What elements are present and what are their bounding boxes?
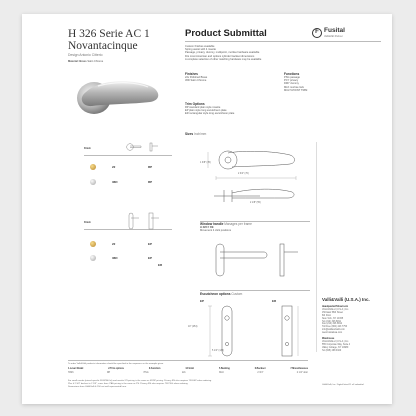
- rosette-side-outline-icon: [146, 142, 160, 152]
- company-name: Valli&Valli (U.S.A.) Inc.: [322, 297, 370, 302]
- dimension-label: 1 3/8" (35): [200, 162, 211, 164]
- finish-swatch-chrome: [90, 255, 96, 261]
- trim-code: RP: [148, 165, 153, 169]
- product-title-line2: Novantacinque: [68, 40, 138, 52]
- ordering-note: To order Valli&Valli products information should be specified in the sequence as the example given.: [68, 363, 164, 365]
- finishes-list: Finishes 22v Polished Brass 36D Satin Chrome: [185, 72, 208, 83]
- lever-handle-photo: [68, 64, 168, 124]
- lever-dimension-drawing: [200, 138, 310, 218]
- functions-list: Functions PSG passage PCY privacy DMY dummy MLK mortise lock MULTI-POINT TRIM: [284, 72, 308, 92]
- trim-options-list: Trim Options RP standard plain style rosette EP plain style long escutcheon plate ER rectangular style long escutcheon plate: [185, 102, 235, 116]
- trim-code: EP: [148, 242, 153, 246]
- brand-name: Fusital: [324, 27, 345, 34]
- fusital-logo-icon: F: [312, 28, 322, 38]
- dimension-label: 2 1/8" (55): [250, 202, 261, 204]
- ordering-fine-print: For small rosette (raised specific FUSITAL kit) and rosette 2/3 pricing is the same as 4P/6P pricing. Privacy RS also requires 7/8 ESP when ordering. Plus if 2 3/4" backset is 2 1/8", cross lines. PAS pricing is the same as PS. Privacy RS also requires 7/8 PSG when ordering. Dimensions from Valli&Valli & 150 not well represented here.: [68, 380, 212, 388]
- finish-code: 36D: [112, 180, 118, 184]
- dimension-label: 2 3/4" (70): [238, 173, 249, 175]
- escutcheon-options-section: Escutcheon options Custom: [200, 292, 243, 296]
- brand-subtitle: Valli&Valli Partner: [324, 35, 343, 38]
- trim-code: RP: [148, 180, 153, 184]
- showroom-address: Headquarter/Showroom VALLI&VALLI (U.S.A.) Inc. 150 East 58th Street 8th Floor New York, NY 10155 Tel (212) 326 8811 Fax (212) 326 8812 Toll Free (800) 423 7753 info@valliandvalli.com www.fusitalusa.com: [322, 306, 349, 335]
- trim-code-extra: ER: [158, 263, 163, 267]
- finish-swatch-brass: [90, 164, 96, 170]
- finish-block-ep: Finish: [84, 222, 91, 224]
- finish-swatch-brass: [90, 241, 96, 247]
- product-submittal-heading: Product Submittal: [185, 28, 267, 39]
- intro-notes: Custom finishes available Spring assist with 4 rosette Passage, privacy, dummy, multipoint, mortise hardware available Fits most American and options cylinder backset dimensions A complete selection of other matching hardware may be available: [185, 45, 262, 61]
- escutcheon-code: EP: [200, 299, 205, 303]
- escutcheon-plate-outline-icon: [126, 212, 140, 230]
- escutcheon-code: ER: [272, 299, 277, 303]
- finish-code: 22: [112, 242, 116, 246]
- escutcheon-rect-outline-icon: [146, 212, 160, 230]
- product-title-line1: H 326 Serie AC 1: [68, 28, 150, 40]
- material-line: Material: Brass Satin Chrome: [68, 60, 104, 63]
- submittal-sheet: [22, 14, 392, 404]
- window-handle-section: Window handle Manages per frame H 326 F RE Movement 4 click positions: [200, 222, 252, 233]
- dimension-label: 10" (254): [188, 326, 198, 328]
- designer-credit: Design Antonio Citterio: [68, 53, 103, 57]
- trim-code: EP: [148, 256, 153, 260]
- dimension-label: 5 1/4" (133): [212, 350, 224, 352]
- finish-swatch-chrome: [90, 179, 96, 185]
- ordering-example-row: H326 RP PSG 22v MLK 2 3/4" 2 1/4" door: [68, 372, 308, 374]
- rosette-lever-outline-icon: [125, 142, 143, 152]
- finish-code: 36D: [112, 256, 118, 260]
- warehouse-address: Warehouse VALLI&VALLI (U.S.A.) Inc. 555 Corporate Way, Suite 4 Valley Cottage, NY 10989 Tel (845) 268 9100: [322, 338, 351, 352]
- window-handle-drawing: [206, 238, 306, 282]
- ordering-columns: 1.Lever Model 2.Trim options 3.Function 4.Finish 5.Backing 6.Backset 7.Miscellaneous: [68, 368, 308, 370]
- finish-code: 22: [112, 165, 116, 169]
- revision-note: Valli&Valli, Inc. Digital listed 11 all submittal.: [322, 384, 365, 386]
- sizes-heading: Sizes Inch/mm: [185, 132, 207, 136]
- finish-block-rp: Finish: [84, 148, 91, 150]
